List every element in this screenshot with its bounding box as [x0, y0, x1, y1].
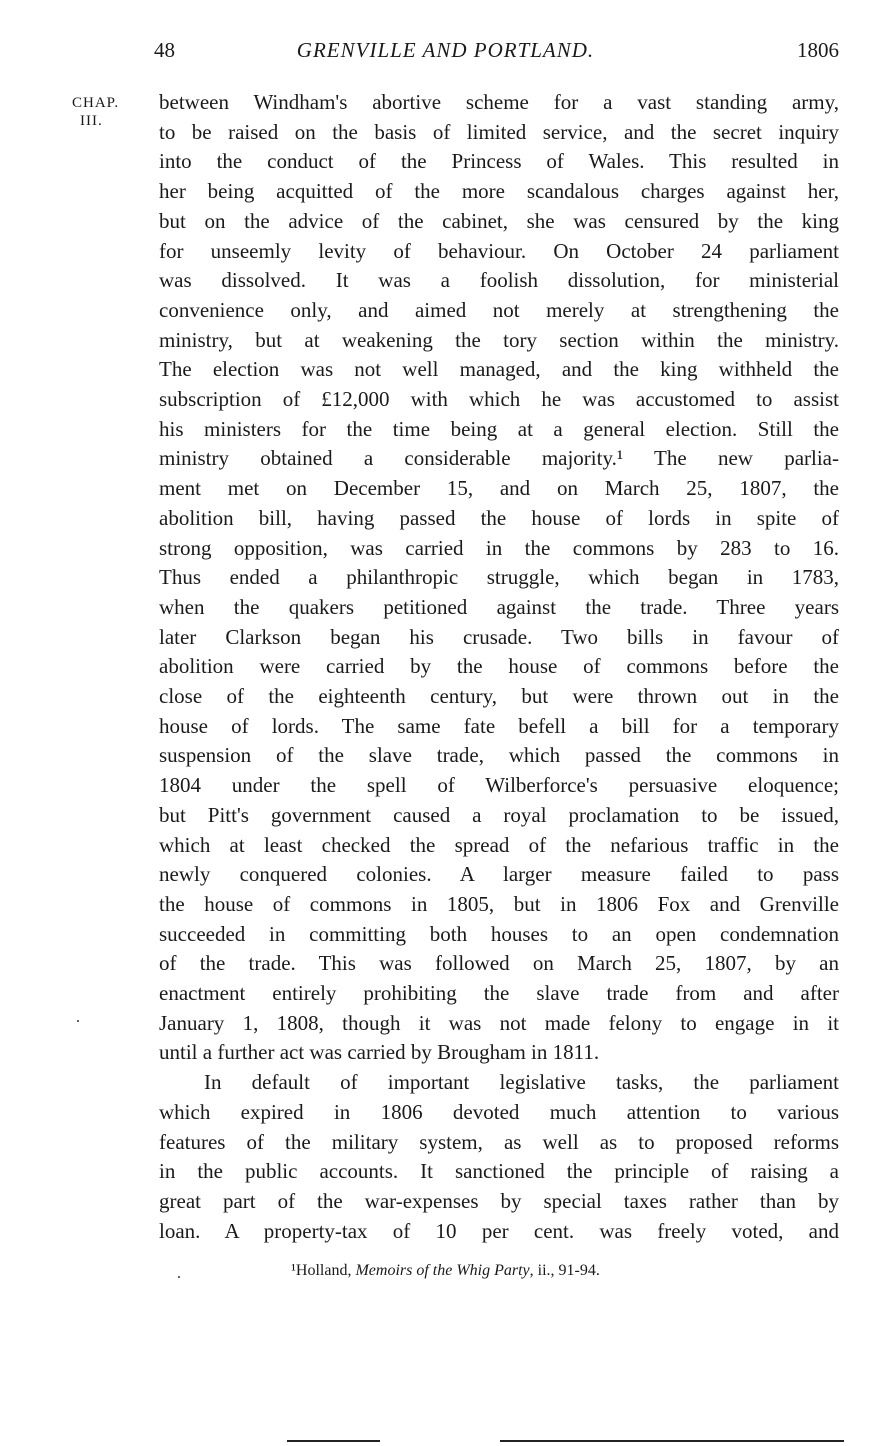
- text-line: but Pitt's government caused a royal proclamation to be issued,: [159, 802, 839, 827]
- text-line: ministry obtained a considerable majority.¹ The new parlia-: [159, 446, 839, 471]
- running-title: GRENVILLE AND PORTLAND.: [296, 38, 595, 62]
- text-line: 1804 under the spell of Wilberforce's persuasive eloquence;: [159, 773, 839, 798]
- text-line: succeeded in committing both houses to an open condemnation: [159, 921, 839, 946]
- text-line: which expired in 1806 devoted much attention to various: [159, 1099, 839, 1124]
- text-line: ment met on December 15, and on March 25, 1807, the: [159, 476, 839, 501]
- scan-speck: [77, 1020, 79, 1022]
- text-line: close of the eighteenth century, but were thrown out in the: [159, 684, 839, 708]
- scan-speck: [178, 1276, 180, 1278]
- text-line: subscription of £12,000 with which he was accustomed to assist: [159, 387, 839, 411]
- text-line: her being acquitted of the more scandalous charges against her,: [159, 179, 839, 204]
- bottom-rule-right: [500, 1440, 844, 1442]
- text-line: suspension of the slave trade, which passed the commons in: [159, 743, 839, 768]
- text-line: but on the advice of the cabinet, she was censured by the king: [159, 208, 839, 233]
- text-line: The election was not well managed, and the king withheld the: [159, 357, 839, 382]
- text-line: features of the military system, as well as to proposed reforms: [159, 1129, 839, 1154]
- text-line: house of lords. The same fate befell a bill for a temporary: [159, 713, 839, 738]
- text-line: his ministers for the time being at a general election. Still the: [159, 416, 839, 441]
- text-line: for unseemly levity of behaviour. On October 24 parliament: [159, 238, 839, 263]
- margin-chapter-number: III.: [80, 113, 103, 129]
- text-line: In default of important legislative tasks, the parliament: [204, 1070, 839, 1095]
- text-line: in the public accounts. It sanctioned the principle of raising a: [159, 1159, 839, 1184]
- text-line: until a further act was carried by Brougham in 1811.: [159, 1040, 600, 1065]
- text-line: loan. A property-tax of 10 per cent. was freely voted, and: [159, 1218, 839, 1243]
- bottom-rule-left: [287, 1440, 380, 1442]
- text-line: when the quakers petitioned against the trade. Three years: [159, 594, 839, 619]
- page-number: 48: [154, 38, 175, 62]
- text-line: enactment entirely prohibiting the slave trade from and after: [159, 981, 839, 1005]
- text-line: great part of the war-expenses by special taxes rather than by: [159, 1188, 839, 1213]
- text-line: convenience only, and aimed not merely at strengthening the: [159, 297, 839, 322]
- footnote-ref: , ii., 91-94.: [529, 1262, 600, 1279]
- text-line: of the trade. This was followed on March 25, 1807, by an: [159, 951, 839, 976]
- text-line: January 1, 1808, though it was not made felony to engage in it: [159, 1010, 839, 1035]
- footnote-marker: ¹: [291, 1262, 296, 1279]
- text-line: strong opposition, was carried in the commons by 283 to 16.: [159, 535, 839, 560]
- text-line: newly conquered colonies. A larger measure failed to pass: [159, 862, 839, 887]
- running-year: 1806: [797, 38, 839, 62]
- text-line: between Windham's abortive scheme for a vast standing army,: [159, 90, 839, 114]
- text-line: into the conduct of the Princess of Wales. This resulted in: [159, 149, 839, 174]
- footnote: [0, 1262, 891, 1280]
- text-line: ministry, but at weakening the tory section within the ministry.: [159, 327, 839, 352]
- text-line: abolition were carried by the house of commons before the: [159, 654, 839, 679]
- text-line: which at least checked the spread of the nefarious traffic in the: [159, 832, 839, 857]
- text-line: abolition bill, having passed the house of lords in spite of: [159, 505, 839, 530]
- footnote-title: Memoirs of the Whig Party: [355, 1262, 530, 1279]
- text-line: Thus ended a philanthropic struggle, which began in 1783,: [159, 565, 839, 590]
- text-line: the house of commons in 1805, but in 1806 Fox and Grenville: [159, 891, 839, 916]
- text-line: was dissolved. It was a foolish dissolution, for ministerial: [159, 268, 839, 293]
- footnote-author: Holland,: [295, 1262, 356, 1279]
- text-line: later Clarkson began his crusade. Two bills in favour of: [159, 624, 839, 649]
- margin-chapter-label: CHAP.: [72, 95, 120, 111]
- text-line: to be raised on the basis of limited service, and the secret inquiry: [159, 119, 839, 144]
